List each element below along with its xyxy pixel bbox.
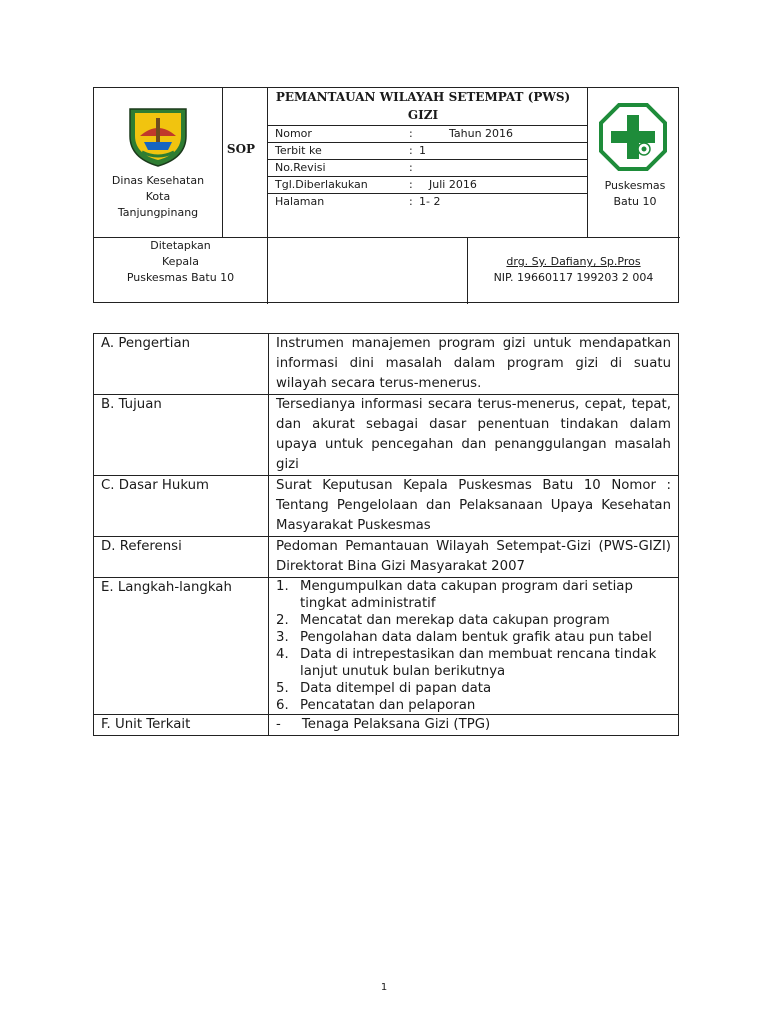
- agency-line: Dinas Kesehatan: [111, 174, 205, 187]
- steps-cell: [269, 578, 679, 715]
- sop-label: SOP: [226, 142, 256, 156]
- meta-key: No.Revisi: [275, 161, 326, 174]
- meta-key: Terbit ke: [275, 144, 322, 157]
- section-label: C. Dasar Hukum: [94, 476, 269, 537]
- meta-key: Tgl.Diberlakukan: [275, 178, 368, 191]
- divider: [587, 88, 588, 237]
- meta-sep: :: [409, 144, 413, 157]
- section-text: Pedoman Pemantauan Wilayah Setempat-Gizi (PWS-GIZI) Direktorat Bina Gizi Masyarakat 2007: [269, 537, 679, 578]
- table-row: [94, 476, 679, 537]
- signature-line: Kepala: [162, 255, 199, 268]
- agency-line: Kota: [145, 190, 171, 203]
- list-item: 5. Data ditempel di papan data: [276, 681, 492, 696]
- puskesmas-logo-icon: [599, 103, 667, 171]
- meta-row-revisi: [267, 159, 587, 176]
- section-label: B. Tujuan: [94, 395, 269, 476]
- agency-line: Tanjungpinang: [117, 206, 199, 219]
- list-item: 6. Pencatatan dan pelaporan: [276, 698, 476, 713]
- section-label: A. Pengertian: [94, 334, 269, 395]
- unit-terkait: - Tenaga Pelaksana Gizi (TPG): [269, 715, 679, 736]
- document-title: PEMANTAUAN WILAYAH SETEMPAT (PWS): [275, 90, 571, 104]
- meta-value: Juli 2016: [429, 178, 477, 191]
- section-label: D. Referensi: [94, 537, 269, 578]
- meta-value: 1: [419, 144, 426, 157]
- section-text: Surat Keputusan Kepala Puskesmas Batu 10 Nomor : Tentang Pengelolaan dan Pelaksanaan Upaya Kesehatan Masyarakat Puskesmas: [269, 476, 679, 537]
- divider: [222, 88, 223, 237]
- signature-line: Puskesmas Batu 10: [126, 271, 235, 284]
- meta-value: Tahun 2016: [449, 127, 514, 140]
- section-label: F. Unit Terkait: [94, 715, 269, 736]
- list-item: 4. Data di intrepestasikan dan membuat rencana tindak lanjut unutuk bulan berikutnya: [276, 647, 657, 679]
- meta-sep: :: [409, 178, 413, 191]
- section-text: Instrumen manajemen program gizi untuk mendapatkan informasi dini masalah dalam program gizi di suatu wilayah secara terus-menerus.: [269, 334, 679, 395]
- kota-tanjungpinang-emblem: [126, 106, 190, 168]
- document-title: GIZI: [407, 108, 439, 122]
- puskesmas-label: Puskesmas: [604, 179, 666, 192]
- table-row: [94, 715, 679, 736]
- meta-key: Nomor: [275, 127, 312, 140]
- section-text: Tersedianya informasi secara terus-menerus, cepat, tepat, dan akurat sebagai dasar penentuan tindakan dalam upaya untuk pencegahan dan penanggulangan masalah gizi: [269, 395, 679, 476]
- puskesmas-label: Batu 10: [613, 195, 657, 208]
- meta-row-tanggal: [267, 176, 587, 193]
- meta-sep: :: [409, 127, 413, 140]
- list-item: 2. Mencatat dan merekap data cakupan program: [276, 613, 610, 628]
- meta-row-terbit: [267, 142, 587, 159]
- meta-sep: :: [409, 195, 413, 208]
- signature-line: Ditetapkan: [150, 239, 211, 252]
- page-number: 1: [380, 982, 388, 993]
- meta-row-halaman: [267, 193, 587, 210]
- signatory-name: drg. Sy. Dafiany, Sp.Pros: [506, 255, 641, 268]
- meta-value: 1- 2: [419, 195, 441, 208]
- signatory-nip: NIP. 19660117 199203 2 004: [493, 271, 654, 284]
- table-row: [94, 578, 679, 715]
- meta-sep: :: [409, 161, 413, 174]
- list-item: 1. Mengumpulkan data cakupan program dari setiap tingkat administratif: [276, 579, 633, 611]
- sop-header: [93, 87, 679, 303]
- sop-content-table: [93, 333, 760, 736]
- steps-list: [276, 578, 671, 714]
- meta-row-nomor: [267, 125, 587, 142]
- list-item: 3. Pengolahan data dalam bentuk grafik atau pun tabel: [276, 630, 652, 645]
- section-label: E. Langkah-langkah: [94, 578, 269, 715]
- table-row: [94, 395, 679, 476]
- table-row: [94, 537, 679, 578]
- table-row: [94, 334, 679, 395]
- meta-key: Halaman: [275, 195, 325, 208]
